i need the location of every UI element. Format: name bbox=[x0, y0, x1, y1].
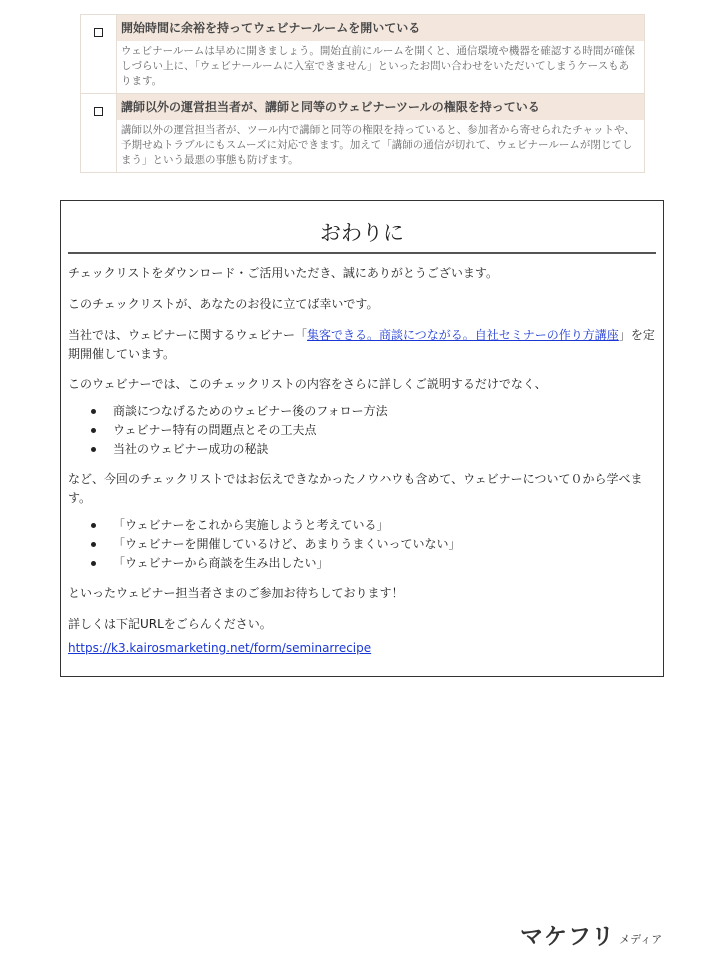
learn-paragraph: など、今回のチェックリストではお伝えできなかったノウハウも含めて、ウェビナーについて０から学べます。 bbox=[68, 472, 643, 505]
registration-url-link[interactable]: https://k3.kairosmarketing.net/form/seminarrecipe bbox=[68, 641, 372, 655]
checkbox-cell bbox=[81, 94, 117, 172]
bullet-icon bbox=[91, 523, 96, 528]
list-item-text: 「ウェビナーをこれから実施しようと考えている」 bbox=[113, 518, 389, 532]
list-item bbox=[68, 554, 656, 573]
list-item-text: 「ウェビナーを開催しているけど、あまりうまくいっていない」 bbox=[113, 537, 461, 551]
logo-main-text: マケフリ bbox=[520, 924, 616, 950]
thanks-paragraph: チェックリストをダウンロード・ご活用いただき、誠にありがとうございます。 bbox=[68, 266, 498, 280]
checkbox[interactable] bbox=[94, 107, 103, 116]
list-item-text: 当社のウェビナー成功の秘訣 bbox=[113, 442, 269, 456]
list-item-text: ウェビナー特有の問題点とその工夫点 bbox=[113, 423, 317, 437]
checklist-item bbox=[81, 94, 644, 172]
list-item bbox=[68, 440, 656, 459]
hope-paragraph: このチェックリストが、あなたのお役に立てば幸いです。 bbox=[68, 297, 379, 311]
checklist-item-description: 講師以外の運営担当者が、ツール内で講師と同等の権限を持っていると、参加者から寄せられたチャットや、予期せぬトラブルにもスムーズに対応できます。加えて「講師の通信が切れて、ウェビナールームが閉じてしまう」という最悪の事態も防げます。 bbox=[121, 124, 635, 166]
url-line bbox=[68, 639, 656, 658]
makefuri-logo bbox=[520, 924, 662, 950]
webinar-detail-paragraph: このウェビナーでは、このチェックリストの内容をさらに詳しくご説明するだけでなく、 bbox=[68, 377, 547, 391]
list-item-text: 「ウェビナーから商談を生み出したい」 bbox=[113, 556, 329, 570]
bullet-icon bbox=[91, 428, 96, 433]
logo-sub-text: メディア bbox=[619, 933, 663, 946]
audience-list bbox=[68, 516, 656, 573]
list-item bbox=[68, 421, 656, 440]
topics-list bbox=[68, 402, 656, 459]
bullet-icon bbox=[91, 409, 96, 414]
checklist-content bbox=[117, 15, 644, 93]
seminar-link[interactable]: 集客できる。商談につながる。自社セミナーの作り方講座 bbox=[307, 328, 619, 342]
section-title: おわりに bbox=[320, 221, 404, 245]
bullet-icon bbox=[91, 542, 96, 547]
webinar-intro-paragraph bbox=[68, 326, 656, 364]
bullet-icon bbox=[91, 447, 96, 452]
list-item bbox=[68, 402, 656, 421]
bullet-icon bbox=[91, 561, 96, 566]
checklist-item-description: ウェビナールームは早めに開きましょう。開始直前にルームを開くと、通信環境や機器を確認する時間が確保しづらい上に、「ウェビナールームに入室できません」といったお問い合わせをいただいてしまうケースもあります。 bbox=[121, 45, 635, 87]
checklist-item bbox=[81, 15, 644, 94]
closing-section bbox=[60, 200, 664, 677]
checkbox-cell bbox=[81, 15, 117, 93]
list-item bbox=[68, 516, 656, 535]
checklist-table bbox=[80, 14, 645, 173]
title-divider bbox=[68, 252, 656, 254]
checklist-item-title: 開始時間に余裕を持ってウェビナールームを開いている bbox=[117, 15, 644, 41]
list-item-text: 商談につなげるためのウェビナー後のフォロー方法 bbox=[113, 404, 388, 418]
checklist-item-title: 講師以外の運営担当者が、講師と同等のウェビナーツールの権限を持っている bbox=[117, 94, 644, 120]
intro-text-after: 」を定期開催しています。 bbox=[68, 328, 655, 361]
details-paragraph: 詳しくは下記URLをごらんください。 bbox=[68, 617, 272, 631]
list-item bbox=[68, 535, 656, 554]
invitation-paragraph: といったウェビナー担当者さまのご参加お待ちしております！ bbox=[68, 586, 404, 600]
intro-text-before: 当社では、ウェビナーに関するウェビナー「 bbox=[68, 328, 308, 342]
checklist-content bbox=[117, 94, 644, 172]
checkbox[interactable] bbox=[94, 28, 103, 37]
